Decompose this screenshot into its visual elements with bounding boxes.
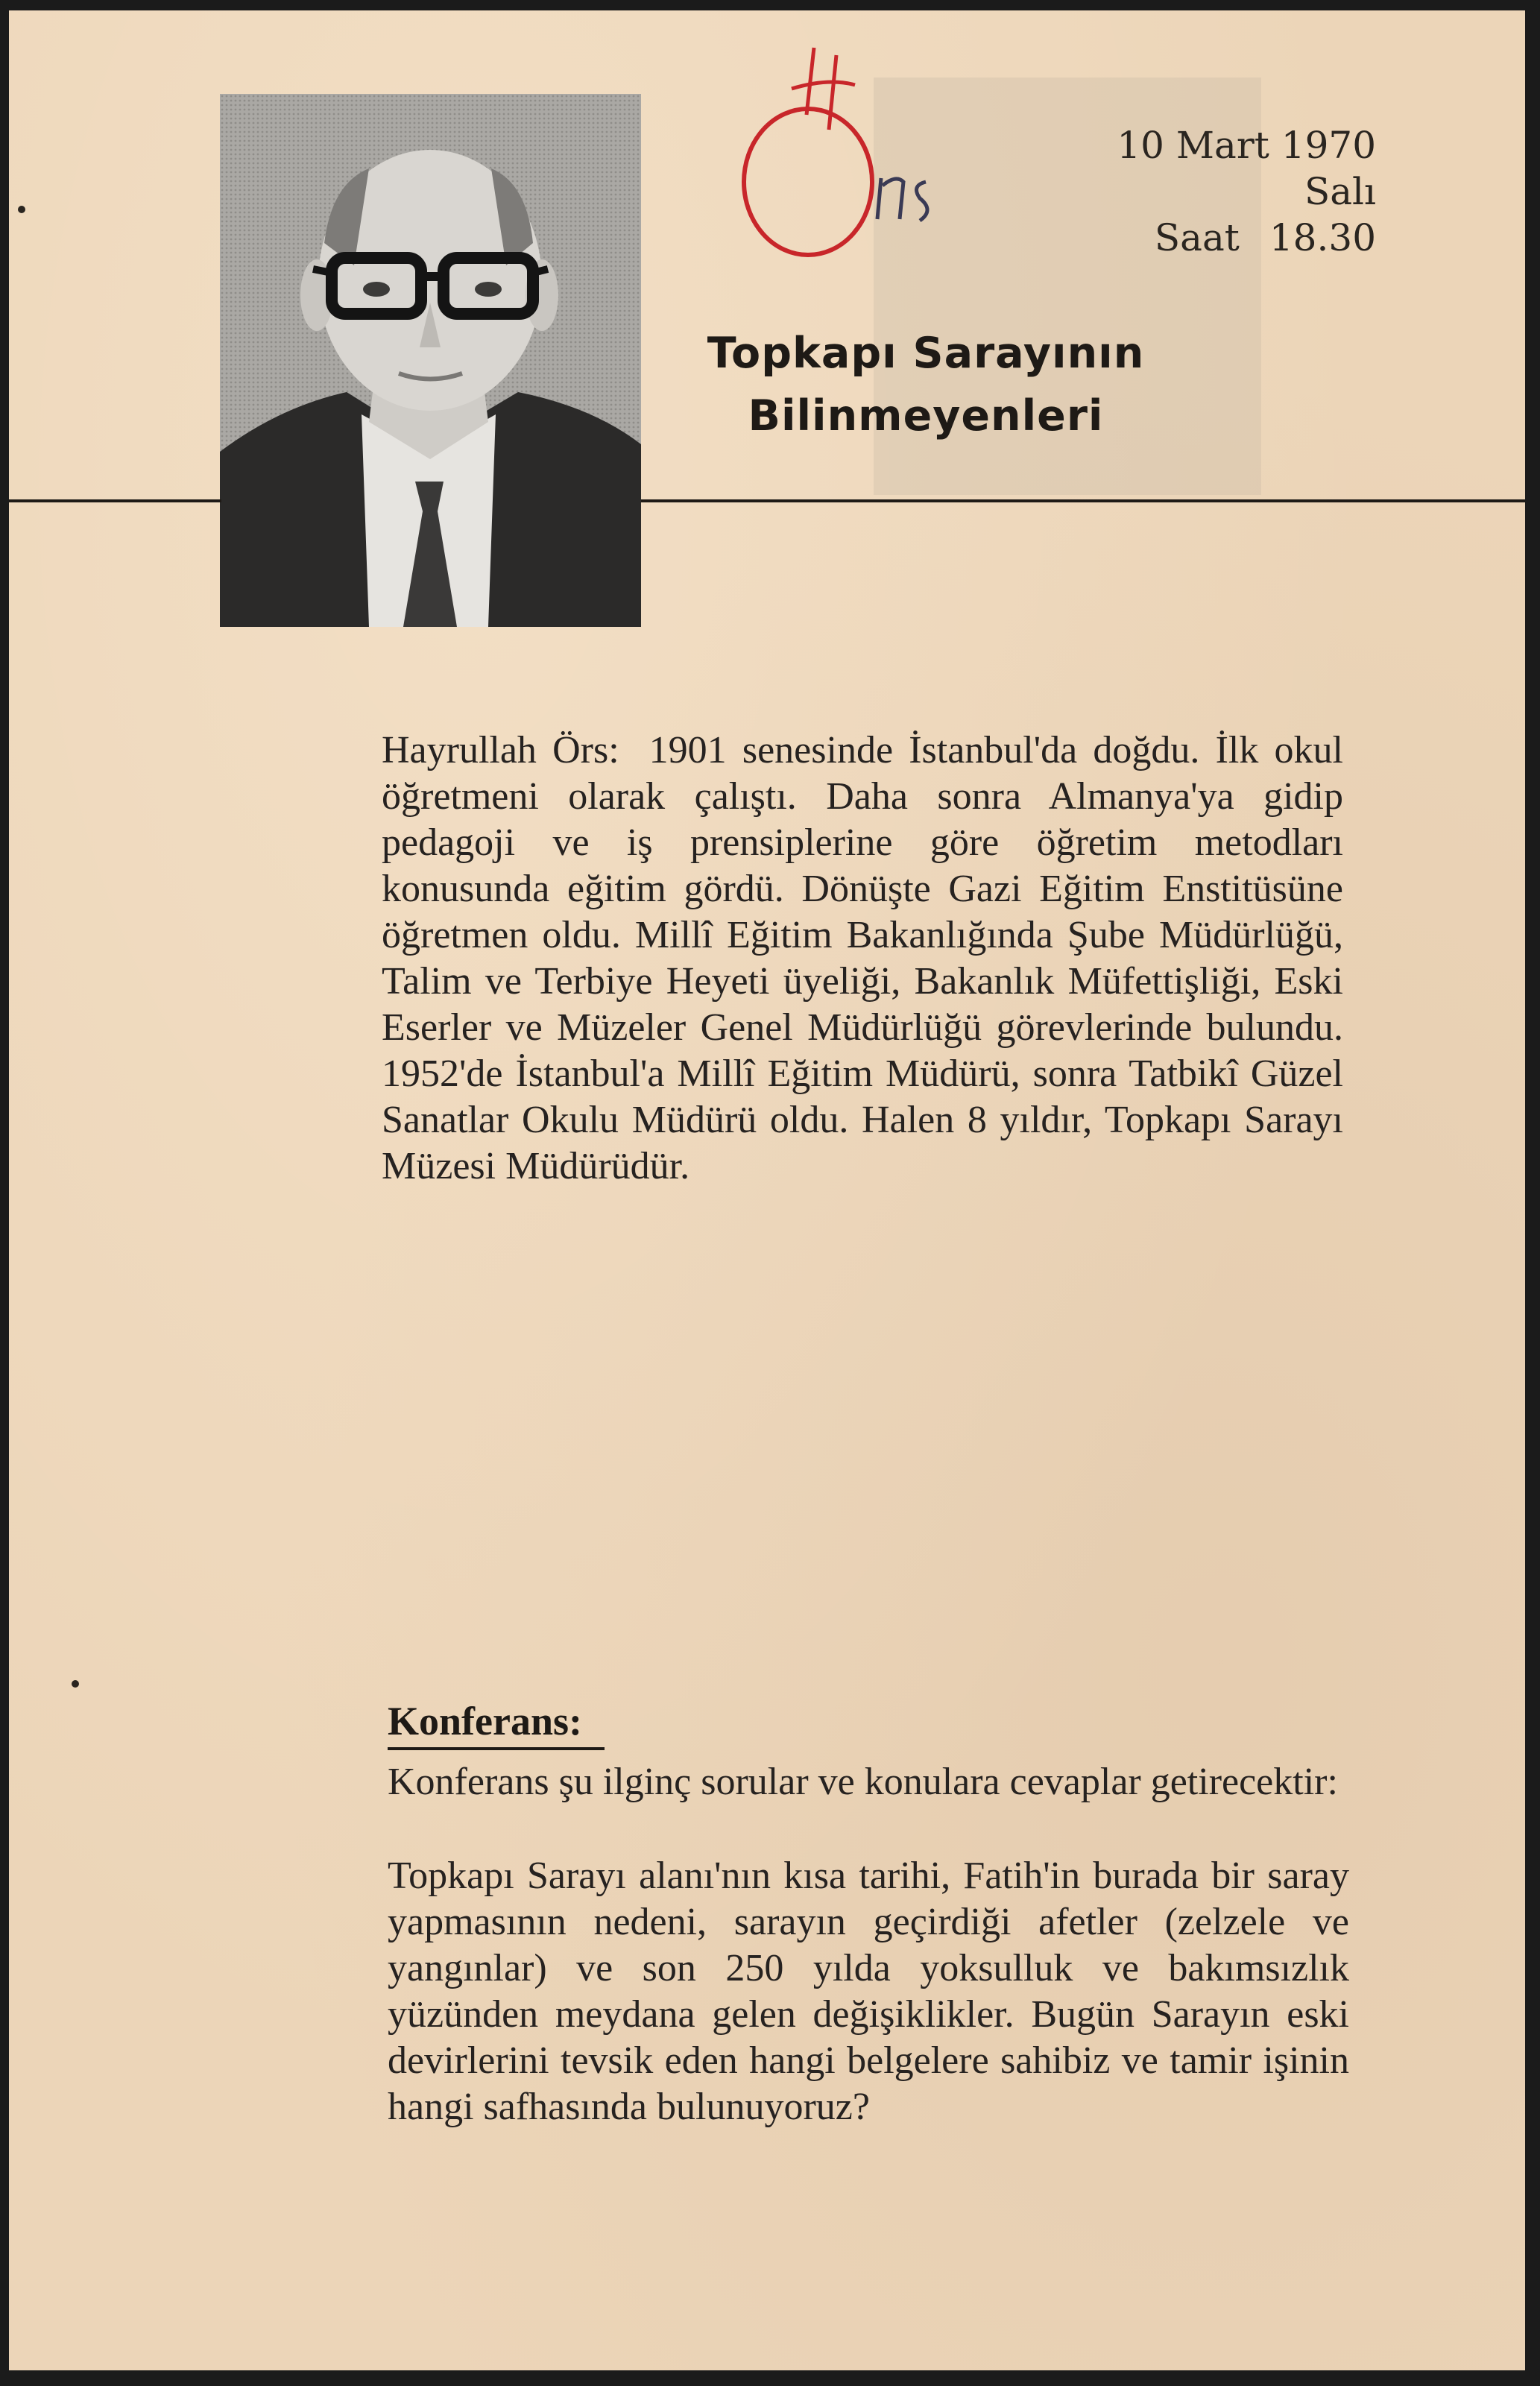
broadcast-day: Salı xyxy=(1304,170,1376,213)
time-value: 18.30 xyxy=(1269,216,1376,259)
speaker-bio xyxy=(382,728,1343,1190)
divider-rule-left xyxy=(9,499,221,502)
conference-intro: Konferans şu ilginç sorular ve konulara cevaplar getirecektir: xyxy=(388,1761,1338,1803)
handwriting-icon xyxy=(725,33,978,271)
title-line-1: Topkapı Sarayının xyxy=(707,329,1145,378)
page-title xyxy=(695,322,1157,447)
conference-body: Topkapı Sarayı alanı'nın kısa tarihi, Fatih'in burada bir saray yapmasının nedeni, sarayın geçirdiği afetler (zelzele ve yangınlar) ve son 250 yılda yoksulluk ve bakımsızlık yüzünden meydana gelen değişiklikler. Bugün Sarayın eski devirlerini tevsik eden hangi belgelere sahibiz ve tamir işinin hangi safhasında bulunuyoruz? xyxy=(388,1855,1349,2128)
document-page xyxy=(9,10,1525,2370)
title-line-2: Bilinmeyenleri xyxy=(748,391,1104,441)
conference-heading: Konferans: xyxy=(388,1695,605,1750)
handwritten-annotation xyxy=(725,33,978,271)
broadcast-date: 10 Mart 1970 xyxy=(1117,124,1376,167)
speaker-name: Hayrullah Örs: xyxy=(382,729,619,771)
broadcast-time-row xyxy=(1117,215,1376,261)
date-time-block xyxy=(1117,122,1376,261)
time-label: Saat xyxy=(1154,216,1240,259)
portrait-icon xyxy=(220,94,641,627)
speck-mark xyxy=(18,206,25,213)
divider-rule-right xyxy=(641,499,1525,502)
speck-mark xyxy=(72,1680,79,1688)
portrait-photo xyxy=(220,94,641,627)
bio-text: 1901 senesinde İstanbul'da doğdu. İlk okul öğretmeni olarak çalıştı. Daha sonra Almanya'ya gidip pedagoji ve iş prensiplerine göre öğretim metodları konusunda eğitim gördü. Dönüşte Gazi Eğitim Enstitüsüne öğretmen oldu. Millî Eğitim Bakanlığında Şube Müdürlüğü, Talim ve Terbiye Heyeti üyeliği, Bakanlık Müfettişliği, Eski Eserler ve Müzeler Genel Müdürlüğü görevlerinde bulundu. 1952'de İstanbul'a Millî Eğitim Müdürü, sonra Tatbikî Güzel Sanatlar Okulu Müdürü oldu. Halen 8 yıldır, Topkapı Sarayı Müzesi Müdürüdür. xyxy=(382,729,1343,1187)
